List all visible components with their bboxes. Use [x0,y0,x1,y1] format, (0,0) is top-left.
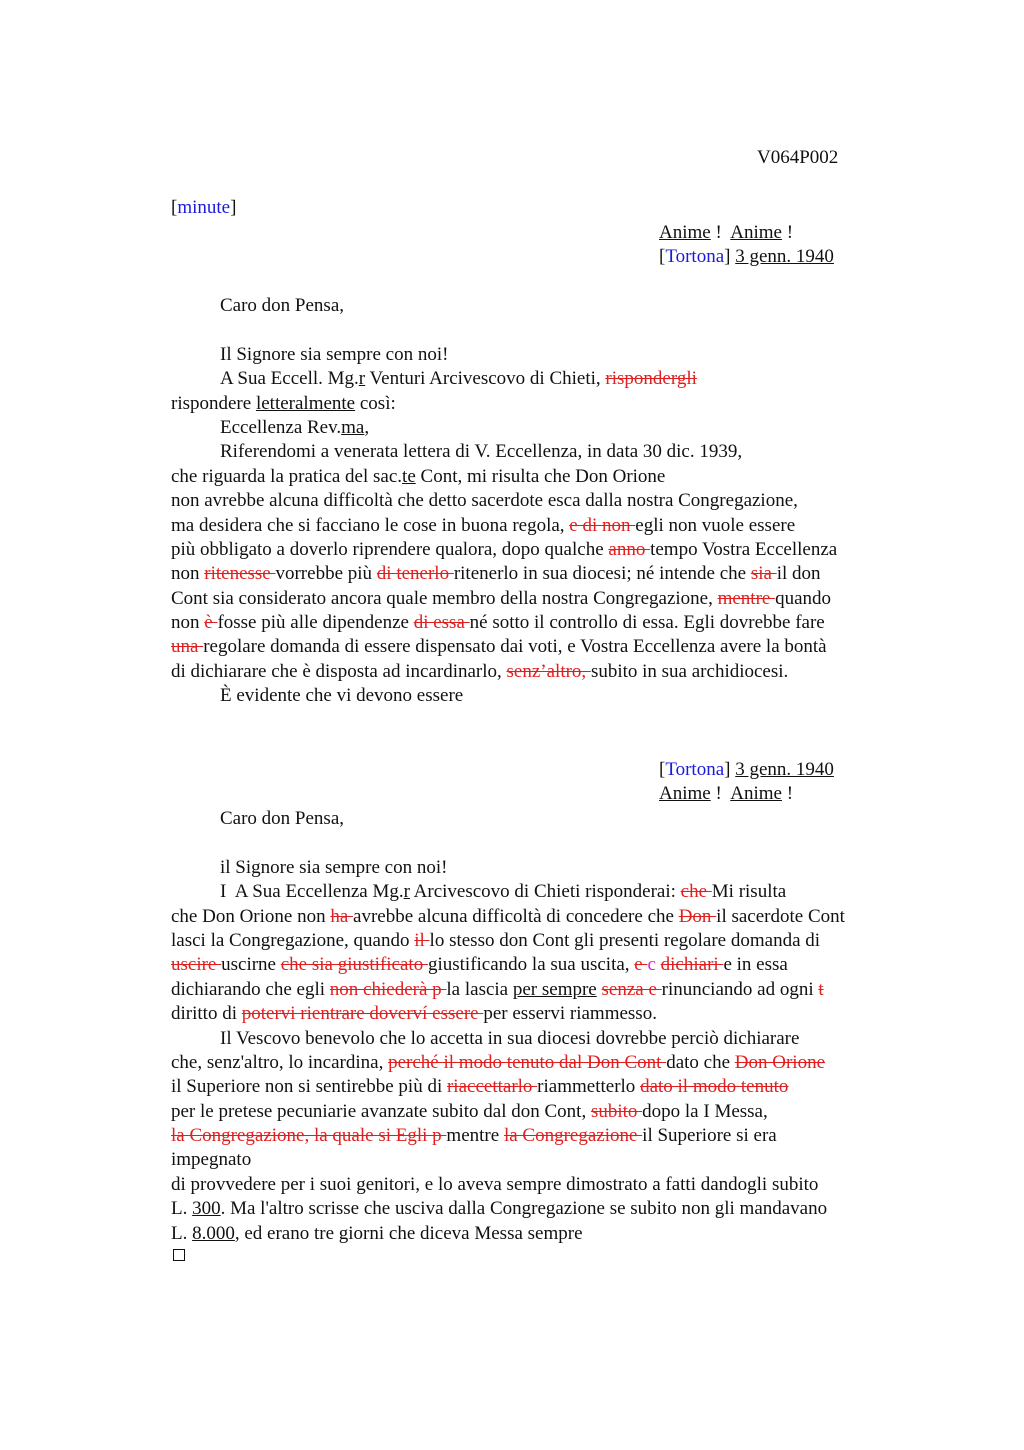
anime-line: Anime ! Anime ! [659,783,794,805]
date-label: 3 genn. 1940 [735,759,834,780]
text-line: il Signore sia sempre con noi! [220,856,448,878]
text-line: È evidente che vi devono essere [220,685,464,707]
minute-label-text: minute [177,197,231,218]
place-label: Tortona [665,759,725,780]
letter-draft-1 [171,294,911,709]
minute-label: [minute] [171,197,237,218]
place-label: Tortona [665,246,725,268]
text-line: una regolare domanda di essere dispensato dai voti, e Vostra Eccellenza avere la bontà [171,636,827,658]
text-line: L. 8.000, ed erano tre giorni che diceva Messa sempre [171,1222,583,1244]
text-line: lasci la Congregazione, quando il lo stesso don Cont gli presenti regolare domanda di [171,929,821,951]
text-line: non è fosse più alle dipendenze di essa né sotto il controllo di essa. Egli dovrebbe fare [171,612,825,634]
salutation: Caro don Pensa, [220,808,345,829]
text-line: rispondere letteralmente così: [171,392,396,414]
salutation: Caro don Pensa, [220,295,345,316]
text-line: dichiarando che egli non chiederà p la lascia per sempre senza e rinunciando ad ogni t [171,978,824,1000]
text-line: diritto di potervi rientrare doverví essere per esservi riammesso. [171,1003,657,1025]
end-box-symbol [173,1249,185,1261]
text-line: Riferendomi a venerata lettera di V. Eccellenza, in data 30 dic. 1939, [220,441,743,463]
text-line: per le pretese pecuniarie avanzate subito dal don Cont, subito dopo la I Messa, [171,1100,768,1122]
text-line: il Superiore non si sentirebbe più di riaccettarlo riammetterlo dato il modo tenuto [171,1076,789,1098]
text-line: I A Sua Eccellenza Mg.r Arcivescovo di Chieti risponderai: che Mi risulta [220,881,787,903]
text-line: ma desidera che si facciano le cose in buona regola, e di non egli non vuole essere [171,514,796,536]
text-line: Il Vescovo benevolo che lo accetta in sua diocesi dovrebbe perciò dichiarare [220,1027,800,1049]
text-line: la Congregazione, la quale si Egli p mentre la Congregazione il Superiore si era [171,1125,777,1147]
text-line: Eccellenza Rev.ma, [220,416,370,438]
header-block-2 [659,758,834,807]
letter-draft-2 [171,807,911,1246]
text-line: non avrebbe alcuna difficoltà che detto sacerdote esca dalla nostra Congregazione, [171,490,798,512]
text-line: Cont sia considerato ancora quale membro della nostra Congregazione, mentre quando [171,587,832,609]
date-line: [Tortona] 3 genn. 1940 [659,246,834,268]
text-line: che riguarda la pratica del sac.te Cont, mi risulta che Don Orione [171,465,666,487]
text-line: che Don Orione non ha avrebbe alcuna difficoltà di concedere che Don il sacerdote Cont [171,905,845,927]
text-line: di provvedere per i suoi genitori, e lo aveva sempre dimostrato a fatti dandogli subito [171,1173,819,1195]
text-line: uscire uscirne che sia giustificato giustificando la sua uscita, e c dichiari e in essa [171,954,788,976]
text-line: L. 300. Ma l'altro scrisse che usciva dalla Congregazione se subito non gli mandavano [171,1198,828,1220]
text-line: A Sua Eccell. Mg.r Venturi Arcivescovo di Chieti, rispondergli [220,368,697,390]
date-label: 3 genn. 1940 [735,246,834,268]
text-line: di dichiarare che è disposta ad incardinarlo, senz’altro, subito in sua archidiocesi. [171,660,789,682]
date-line: [Tortona] 3 genn. 1940 [659,759,834,780]
text-line: Il Signore sia sempre con noi! [220,343,449,365]
text-line: impegnato [171,1149,252,1171]
document-id: V064P002 [757,147,839,168]
text-line: più obbligato a doverlo riprendere qualora, dopo qualche anno tempo Vostra Eccellenza [171,538,838,560]
text-line: che, senz'altro, lo incardina, perché il modo tenuto dal Don Cont dato che Don Orione [171,1051,825,1073]
header-block-1 [659,221,834,270]
anime-line: Anime ! Anime ! [659,222,794,243]
text-line: non ritenesse vorrebbe più di tenerlo ritenerlo in sua diocesi; né intende che sia il don [171,563,821,585]
